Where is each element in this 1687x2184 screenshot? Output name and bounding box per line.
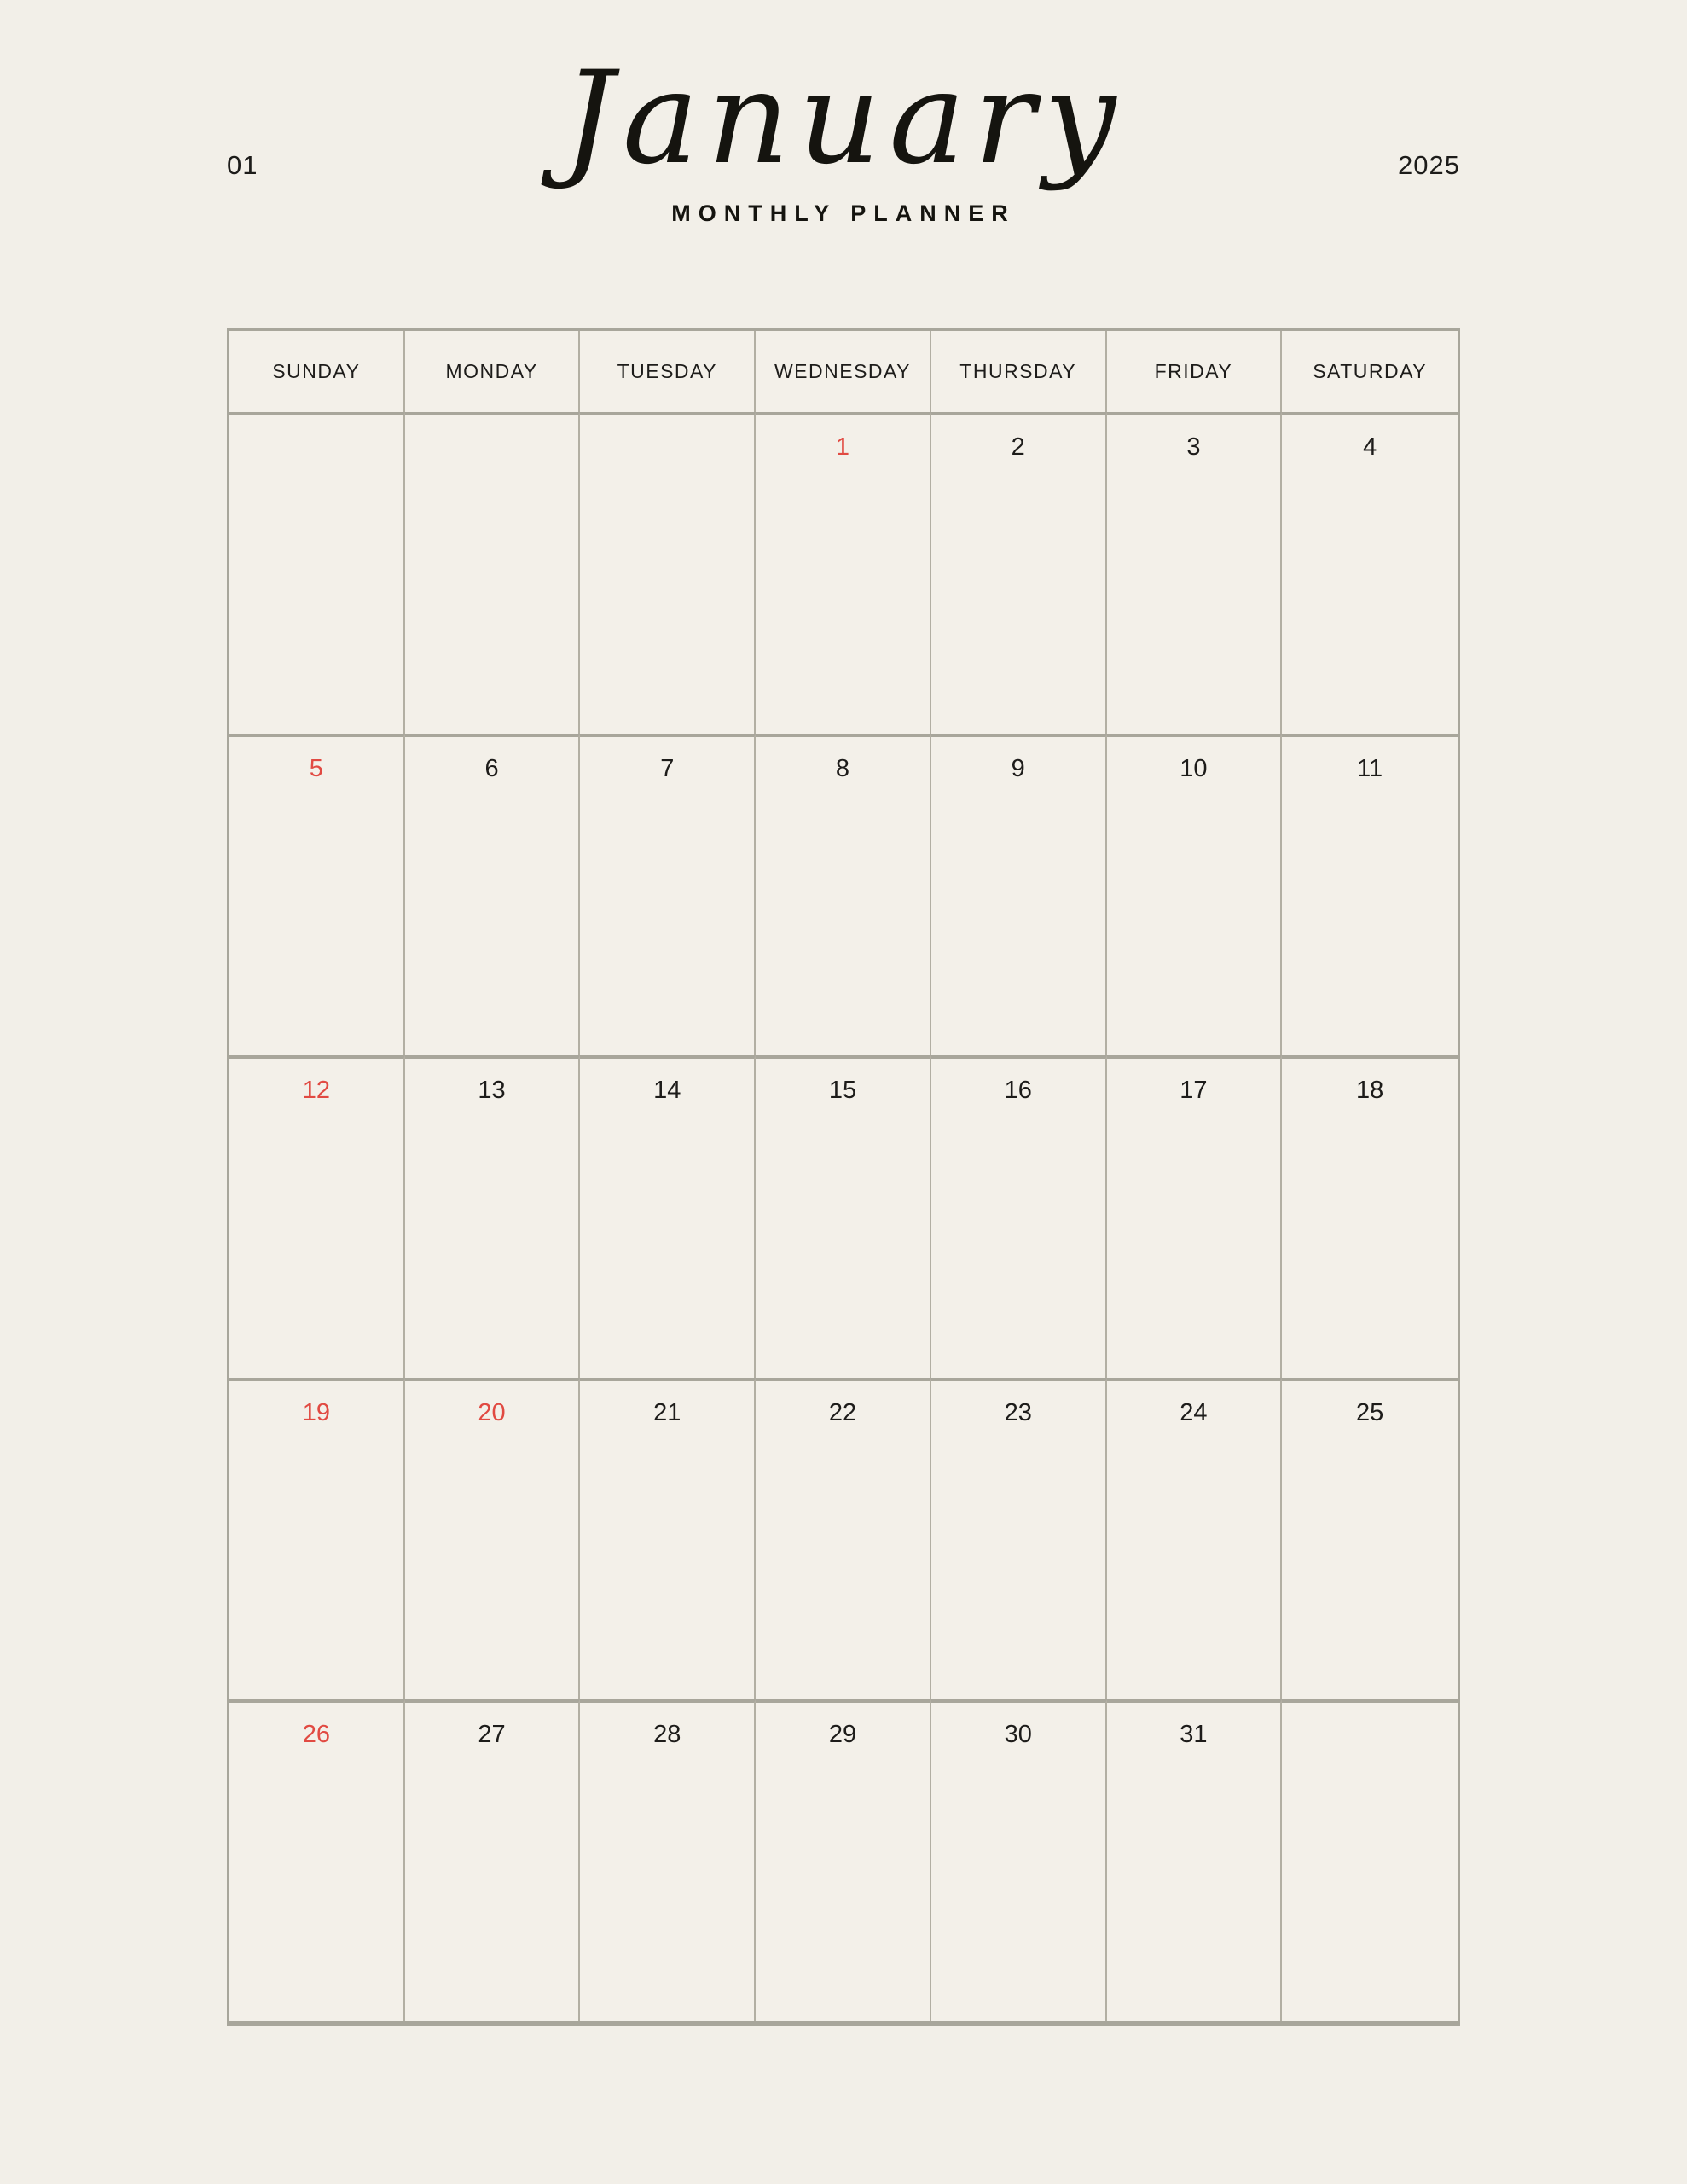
title-block [0,32,1687,227]
day-header-saturday: SATURDAY [1313,360,1428,382]
year-label: 2025 [1398,150,1460,180]
planner-subtitle: MONTHLY PLANNER [671,200,1016,226]
calendar-cell-day-18: 18 [1282,1055,1458,1377]
calendar-cell-day-12: 12 [229,1055,405,1377]
month-title: January [562,44,1125,193]
calendar-cell-day-8: 8 [756,734,931,1055]
calendar-cell-day-5: 5 [229,734,405,1055]
calendar-cell-day-9: 9 [931,734,1107,1055]
calendar-cell-day-27: 27 [405,1699,581,2021]
calendar-cell-day-6: 6 [405,734,581,1055]
calendar-cell-day-21: 21 [580,1378,756,1699]
day-header-sunday: SUNDAY [229,331,405,412]
calendar-cell-day-26: 26 [229,1699,405,2021]
calendar-cell-day-15: 15 [756,1055,931,1377]
calendar-cell-day-25: 25 [1282,1378,1458,1699]
calendar-grid [227,328,1460,2026]
day-header-wednesday: WEDNESDAY [756,331,931,412]
calendar-cell-day-29: 29 [756,1699,931,2021]
calendar-cell-day-22: 22 [756,1378,931,1699]
calendar-cell-day-1: 1 [756,412,931,734]
calendar-cell-day-16: 16 [931,1055,1107,1377]
calendar-cell-day-28: 28 [580,1699,756,2021]
calendar-cell-empty [1282,1699,1458,2021]
calendar-cell-day-2: 2 [931,412,1107,734]
calendar-cell-day-13: 13 [405,1055,581,1377]
calendar-cell-empty [580,412,756,734]
calendar-cell-day-14: 14 [580,1055,756,1377]
calendar-cell-day-19: 19 [229,1378,405,1699]
calendar-cell-day-11: 11 [1282,734,1458,1055]
calendar-cell-day-20: 20 [405,1378,581,1699]
day-header-friday: FRIDAY [1107,331,1283,412]
calendar-cell-day-30: 30 [931,1699,1107,2021]
calendar-cell-empty [229,412,405,734]
month-number: 01 [227,150,258,180]
day-header-tuesday: TUESDAY [580,331,756,412]
calendar-cell-day-31: 31 [1107,1699,1283,2021]
day-header-monday: MONDAY [405,331,581,412]
calendar-cell-day-7: 7 [580,734,756,1055]
calendar-cell-day-17: 17 [1107,1055,1283,1377]
calendar-cell-day-10: 10 [1107,734,1283,1055]
calendar-cell-empty [405,412,581,734]
calendar-cell-day-23: 23 [931,1378,1107,1699]
calendar-cell-day-4: 4 [1282,412,1458,734]
calendar-cell-day-24: 24 [1107,1378,1283,1699]
day-header-thursday: THURSDAY [931,331,1107,412]
calendar-cell-day-3: 3 [1107,412,1283,734]
